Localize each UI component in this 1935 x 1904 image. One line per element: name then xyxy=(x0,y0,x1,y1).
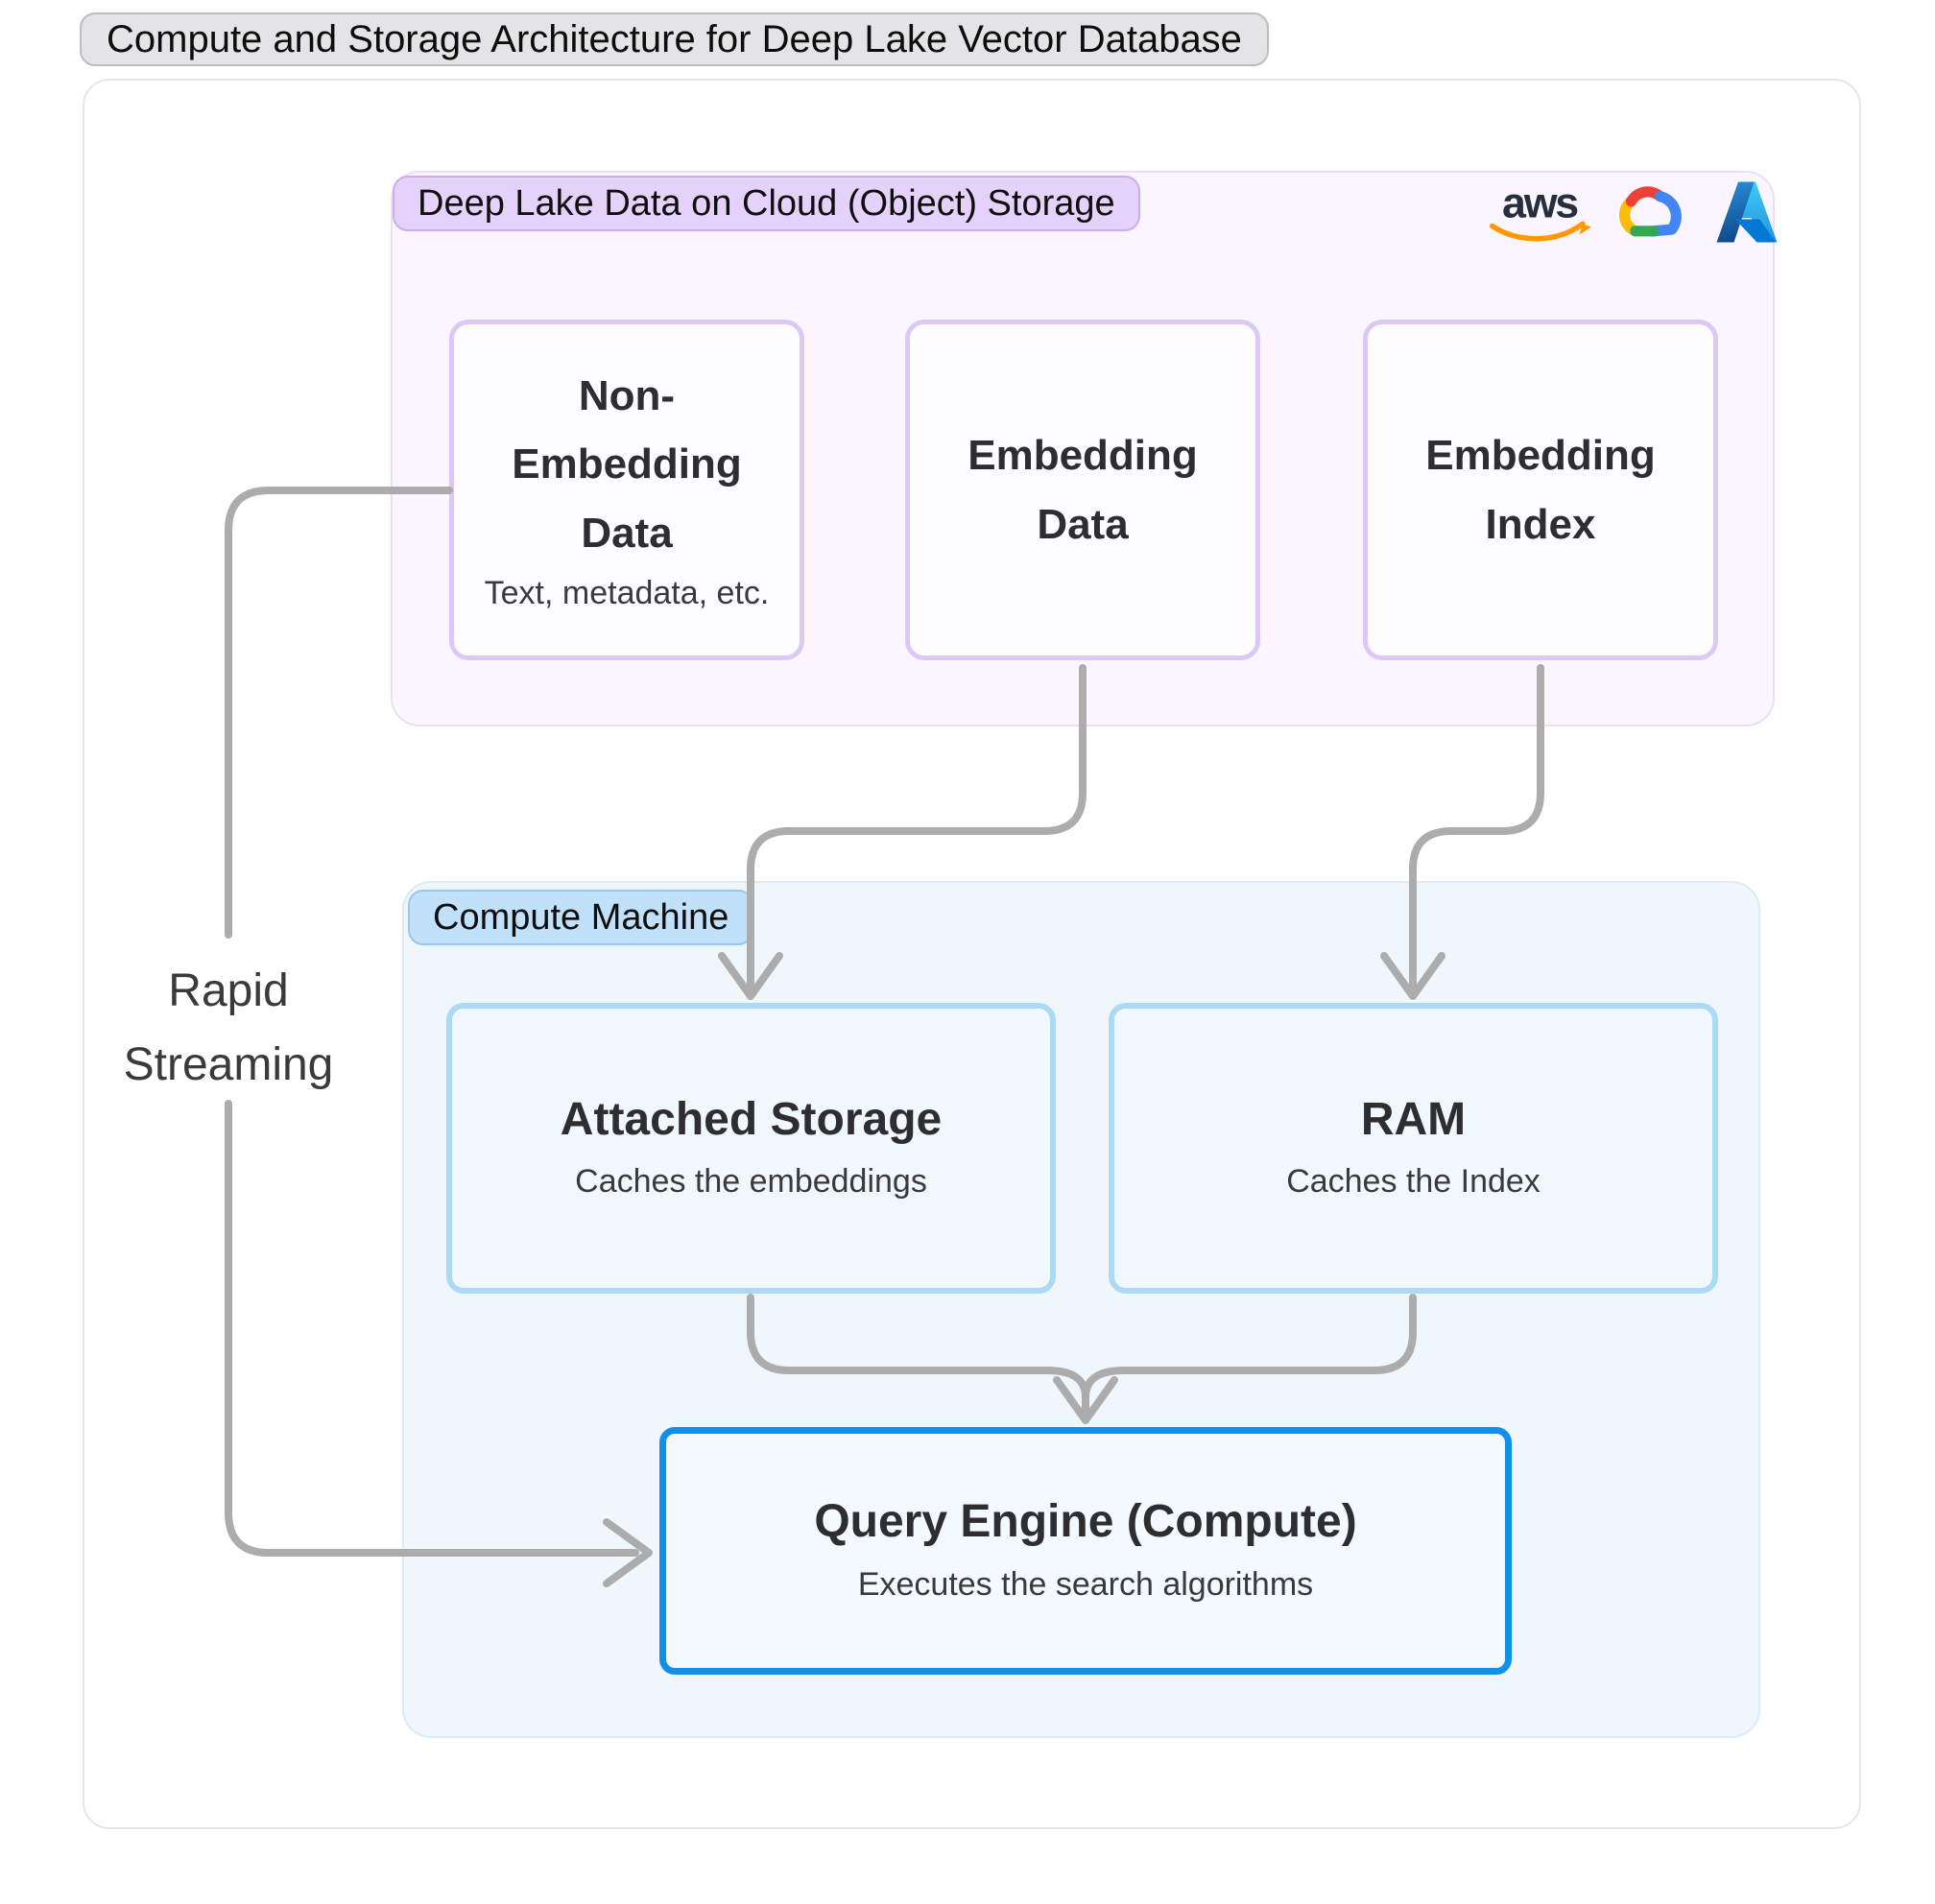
azure-logo-icon xyxy=(1710,178,1783,251)
query-engine-subtitle: Executes the search algorithms xyxy=(857,1565,1314,1603)
attached-storage-title: Attached Storage xyxy=(560,1093,943,1145)
ram-title: RAM xyxy=(1360,1093,1467,1145)
svg-text:aws: aws xyxy=(1502,178,1577,227)
storage-section-label: Deep Lake Data on Cloud (Object) Storage xyxy=(393,176,1140,231)
query-engine-title: Query Engine (Compute) xyxy=(814,1496,1357,1548)
non-embedding-data-subtitle: Text, metadata, etc. xyxy=(484,574,770,611)
rapid-streaming-label: Rapid Streaming xyxy=(123,965,334,1090)
ram-box xyxy=(1109,1003,1718,1294)
diagram-title: Compute and Storage Architecture for Deep Lake Vector Database xyxy=(80,12,1269,66)
compute-section-label: Compute Machine xyxy=(408,890,753,945)
non-embedding-data-box xyxy=(449,320,804,660)
non-embedding-data-title: Non-Embedding Data xyxy=(512,372,742,557)
attached-storage-box xyxy=(446,1003,1056,1294)
aws-logo-icon xyxy=(1486,178,1593,250)
ram-subtitle: Caches the Index xyxy=(1286,1163,1541,1201)
cloud-provider-logos xyxy=(1486,176,1759,252)
embedding-data-title: Embedding Data xyxy=(968,432,1198,548)
query-engine-box xyxy=(659,1427,1512,1675)
google-cloud-logo-icon xyxy=(1611,177,1693,252)
embedding-data-box xyxy=(905,320,1260,660)
embedding-index-box xyxy=(1363,320,1718,660)
embedding-index-title: Embedding Index xyxy=(1425,432,1656,548)
attached-storage-subtitle: Caches the embeddings xyxy=(575,1163,927,1201)
